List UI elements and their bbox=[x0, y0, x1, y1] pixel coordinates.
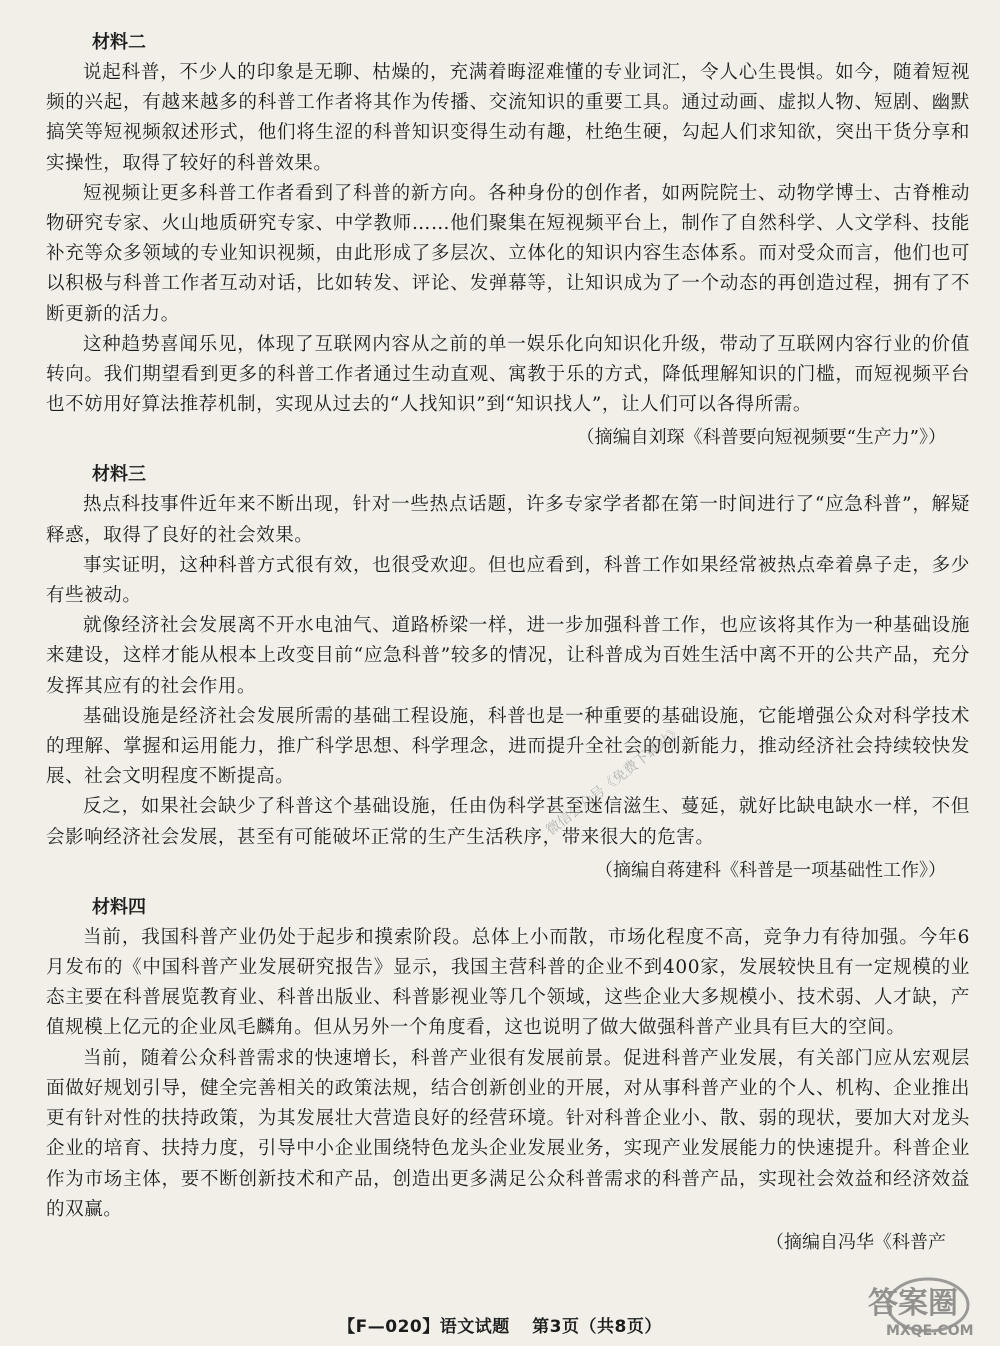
material-3-paragraph: 基础设施是经济社会发展所需的基础工程设施，科普也是一种重要的基础设施，它能增强公众对科学技术的理解、掌握和运用能力，推广科学思想、科学理念，进而提升全社会的创新能力，推动经济社会持续较快发展、社会文明程度不断提高。 bbox=[46, 705, 970, 788]
material-4-heading: 材料四 bbox=[92, 896, 146, 918]
material-3-paragraph: 反之，如果社会缺少了科普这个基础设施，任由伪科学甚至迷信滋生、蔓延，就好比缺电缺水一样，不但会影响经济社会发展，甚至有可能破坏正常的生产生活秩序，带来很大的危害。 bbox=[46, 796, 970, 848]
material-2-section bbox=[46, 28, 970, 454]
exam-code: 【F—020】语文试题 bbox=[338, 1317, 510, 1337]
watermark-logo-text: 答案圈 bbox=[868, 1286, 958, 1321]
material-2-paragraph: 短视频让更多科普工作者看到了科普的新方向。各种身份的创作者，如两院院士、动物学博士、古脊椎动物研究专家、火山地质研究专家、中学教师……他们聚集在短视频平台上，制作了自然科学、人文学科、技能补充等众多领域的专业知识视频，由此形成了多层次、立体化的知识内容生态体系。而对受众而言，他们也可以积极与科普工作者互动对话，比如转发、评论、发弹幕等，让知识成为了一个动态的再创造过程，拥有了不断更新的活力。 bbox=[46, 182, 970, 325]
material-2-paragraph: 说起科普，不少人的印象是无聊、枯燥的，充满着晦涩难懂的专业词汇，令人心生畏惧。如今，随着短视频的兴起，有越来越多的科普工作者将其作为传播、交流知识的重要工具。通过动画、虚拟人物、短剧、幽默搞笑等短视频叙述形式，他们将生涩的科普知识变得生动有趣，杜绝生硬，勾起人们求知欲，突出干货分享和实操性，取得了较好的科普效果。 bbox=[46, 62, 970, 174]
page-footer bbox=[0, 1312, 1000, 1337]
material-4-paragraph: 当前，随着公众科普需求的快速增长，科普产业很有发展前景。促进科普产业发展，有关部门应从宏观层面做好规划引导，健全完善相关的政策法规，结合创新创业的开展，对从事科普产业的个人、机构、企业推出更有针对性的扶持政策，为其发展壮大营造良好的经营环境。针对科普企业小、散、弱的现状，要加大对龙头企业的培育、扶持力度，引导中小企业围绕特色龙头企业发展业务，实现产业发展能力的快速提升。科普企业作为市场主体，要不断创新技术和产品，创造出更多满足公众科普需求的科普产品，实现社会效益和经济效益的双赢。 bbox=[46, 1047, 970, 1220]
material-2-heading: 材料二 bbox=[92, 32, 146, 53]
watermark-site-text: MXQE.COM bbox=[886, 1323, 974, 1339]
material-4-section bbox=[46, 893, 970, 1259]
material-3-section bbox=[46, 460, 970, 886]
material-3-source: （摘编自蒋建科《科普是一项基础性工作》） bbox=[595, 859, 946, 881]
material-3-heading: 材料三 bbox=[92, 464, 146, 486]
material-2-paragraph: 这种趋势喜闻乐见，体现了互联网内容从之前的单一娱乐化向知识化升级，带动了互联网内容行业的价值转向。我们期望看到更多的科普工作者通过生动直观、寓教于乐的方式，降低理解知识的门槛，而短视频平台也不妨用好算法推荐机制，实现从过去的“人找知识”到“知识找人”，让人们可以各得所需。 bbox=[46, 333, 970, 416]
material-4-source: （摘编自冯华《科普产 bbox=[766, 1231, 946, 1253]
material-3-paragraph: 事实证明，这种科普方式很有效，也很受欢迎。但也应看到，科普工作如果经常被热点牵着鼻子走，多少有些被动。 bbox=[46, 554, 970, 607]
material-3-paragraph: 热点科技事件近年来不断出现，针对一些热点话题，许多专家学者都在第一时间进行了“应急科普”，解疑释惑，取得了良好的社会效果。 bbox=[46, 494, 970, 546]
material-3-paragraph: 就像经济社会发展离不开水电油气、道路桥梁一样，进一步加强科普工作，也应该将其作为一种基础设施来建设，这样才能从根本上改变目前“应急科普”较多的情况，让科普成为百姓生活中离不开的公共产品，充分发挥其应有的社会作用。 bbox=[46, 615, 970, 697]
watermark-stamp: 微信公众号《免费下载站》 bbox=[543, 722, 686, 839]
material-2-source: （摘编自刘琛《科普要向短视频要“生产力”》） bbox=[576, 427, 946, 449]
material-4-paragraph: 当前，我国科普产业仍处于起步和摸索阶段。总体上小而散，市场化程度不高，竞争力有待加强。今年6月发布的《中国科普产业发展研究报告》显示，我国主营科普的企业不到400家，发展较快且有一定规模的业态主要在科普展览教育业、科普出版业、科普影视业等几个领域，这些企业大多规模小、技术弱、人才缺，产值规模上亿元的企业凤毛麟角。但从另外一个角度看，这也说明了做大做强科普产业具有巨大的空间。 bbox=[46, 926, 970, 1039]
exam-page bbox=[46, 22, 970, 1263]
page-number: 第3页（共8页） bbox=[532, 1317, 662, 1337]
